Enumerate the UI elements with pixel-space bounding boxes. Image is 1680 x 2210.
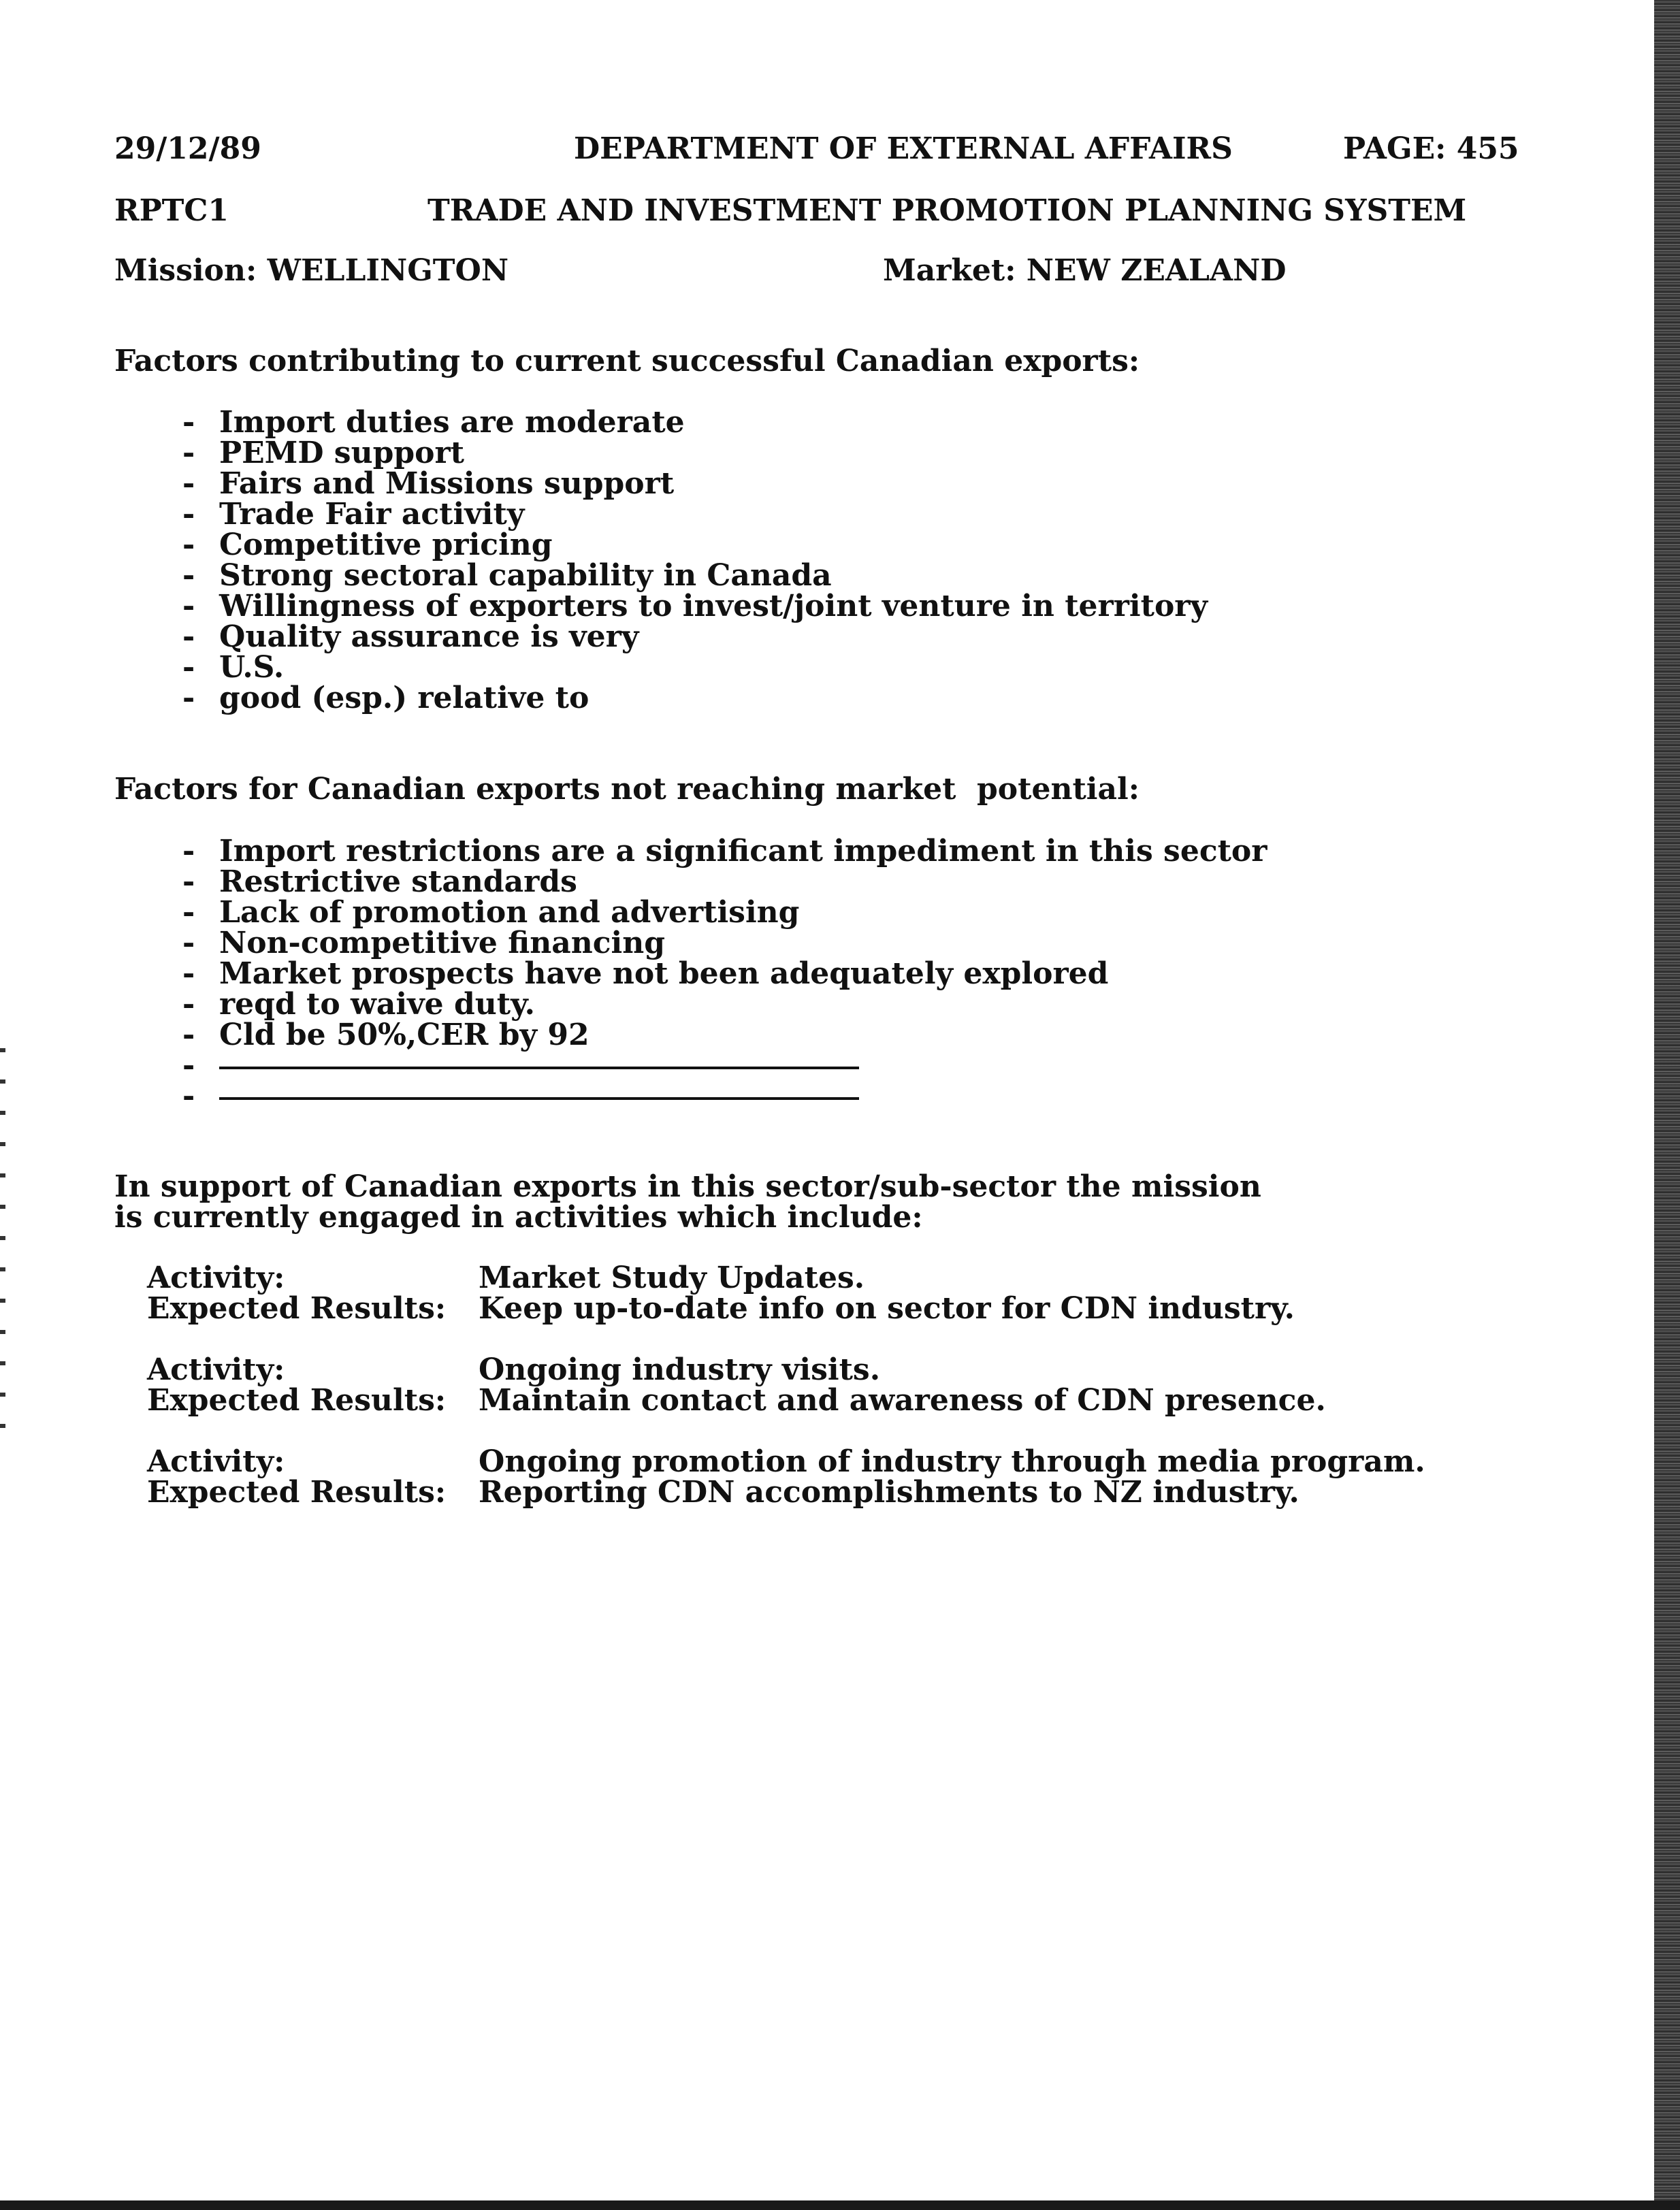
blank-list-item <box>182 1079 1267 1114</box>
expected-results-value: Reporting CDN accomplishments to NZ industry. <box>479 1475 1299 1510</box>
bullet-dash: - <box>182 436 195 470</box>
bullet-dash: - <box>182 558 195 593</box>
support-intro-line-2: is currently engaged in activities which include: <box>114 1200 923 1235</box>
list-item: - Restrictive standards <box>182 864 577 899</box>
barrier-factors-heading: Factors for Canadian exports not reaching market potential: <box>114 772 1140 807</box>
success-factors-list <box>182 407 1208 713</box>
scan-bottom-edge <box>0 2200 1680 2210</box>
activity-label: Activity: <box>147 1444 285 1479</box>
list-item: - Quality assurance is very <box>182 619 639 654</box>
bullet-dash: - <box>182 926 195 960</box>
blank-list-item <box>182 1050 1267 1081</box>
bullet-dash: - <box>182 1079 195 1114</box>
system-title: TRADE AND INVESTMENT PROMOTION PLANNING SYSTEM <box>427 193 1467 228</box>
list-item: - Cld be 50%,CER by 92 <box>182 1018 589 1052</box>
bullet-dash: - <box>182 987 195 1022</box>
activity-value: Market Study Updates. <box>479 1261 865 1295</box>
bullet-dash: - <box>182 1018 195 1052</box>
report-code: RPTC1 <box>114 193 229 228</box>
blank-fill-line <box>219 1097 859 1100</box>
bullet-dash: - <box>182 589 195 623</box>
blank-fill-line <box>219 1067 859 1069</box>
list-item: - Willingness of exporters to invest/joint venture in territory <box>182 589 1208 623</box>
list-item: - Import duties are moderate <box>182 405 685 440</box>
bullet-dash: - <box>182 895 195 930</box>
report-date: 29/12/89 <box>114 131 261 166</box>
list-item: - Competitive pricing <box>182 527 553 562</box>
expected-results-label: Expected Results: <box>147 1383 447 1418</box>
list-item: - Market prospects have not been adequately explored <box>182 956 1109 991</box>
barrier-factors-list <box>182 834 1267 1114</box>
bullet-dash: - <box>182 834 195 868</box>
bullet-dash: - <box>182 497 195 532</box>
support-intro-line-1: In support of Canadian exports in this sector/sub-sector the mission <box>114 1169 1261 1204</box>
bullet-dash: - <box>182 956 195 991</box>
bullet-dash: - <box>182 527 195 562</box>
list-item: - Trade Fair activity <box>182 497 525 532</box>
scan-right-edge <box>1654 0 1680 2210</box>
list-item: - good (esp.) relative to <box>182 681 589 715</box>
bullet-dash: - <box>182 681 195 715</box>
expected-results-label: Expected Results: <box>147 1475 447 1510</box>
list-item: - Import restrictions are a significant impediment in this sector <box>182 834 1267 868</box>
list-item: - Fairs and Missions support <box>182 466 675 501</box>
scan-edge-specks <box>0 1021 5 1429</box>
success-factors-heading: Factors contributing to current successful Canadian exports: <box>114 344 1140 378</box>
list-item: - U.S. <box>182 650 285 685</box>
bullet-dash: - <box>182 864 195 899</box>
mission-label: Mission: WELLINGTON <box>114 253 509 288</box>
expected-results-value: Maintain contact and awareness of CDN presence. <box>479 1383 1326 1418</box>
activity-label: Activity: <box>147 1261 285 1295</box>
bullet-dash: - <box>182 619 195 654</box>
bullet-dash: - <box>182 405 195 440</box>
activity-value: Ongoing promotion of industry through media program. <box>479 1444 1425 1479</box>
list-item: - Strong sectoral capability in Canada <box>182 558 832 593</box>
department-title: DEPARTMENT OF EXTERNAL AFFAIRS <box>574 131 1233 166</box>
list-item: - Non-competitive financing <box>182 926 665 960</box>
market-label: Market: NEW ZEALAND <box>883 253 1287 288</box>
list-item: - reqd to waive duty. <box>182 987 535 1022</box>
expected-results-value: Keep up-to-date info on sector for CDN industry. <box>479 1291 1295 1326</box>
list-item: - PEMD support <box>182 436 464 470</box>
bullet-dash: - <box>182 650 195 685</box>
bullet-dash: - <box>182 466 195 501</box>
activity-label: Activity: <box>147 1352 285 1387</box>
list-item: - Lack of promotion and advertising <box>182 895 800 930</box>
expected-results-label: Expected Results: <box>147 1291 447 1326</box>
activity-value: Ongoing industry visits. <box>479 1352 881 1387</box>
page-number: PAGE: 455 <box>1343 131 1519 166</box>
bullet-dash: - <box>182 1048 195 1083</box>
